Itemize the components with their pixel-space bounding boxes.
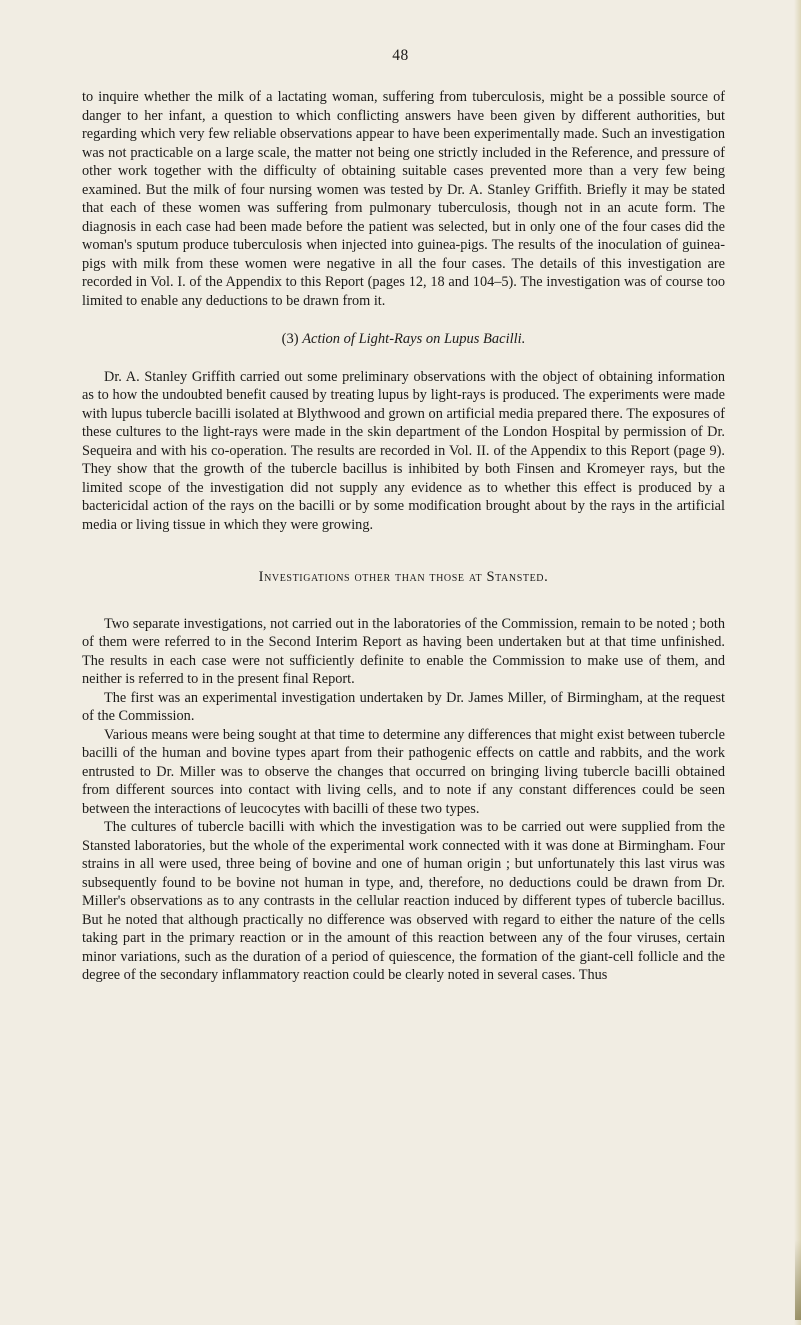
page-edge-stain <box>795 1240 801 1320</box>
subheading-light-rays <box>82 330 725 349</box>
section-heading-other-investigations: Investigations other than those at Stansted. <box>258 569 549 585</box>
paragraph-first-investigation: The first was an experimental investigation undertaken by Dr. James Miller, of Birmingham, at the request of the Commission. <box>82 689 725 724</box>
body-text <box>82 88 725 985</box>
spacer <box>82 349 725 368</box>
page-edge-shadow <box>794 0 801 1325</box>
page-number: 48 <box>392 47 409 64</box>
spacer <box>82 587 725 615</box>
spacer <box>82 534 725 568</box>
paragraph-various-means: Various means were being sought at that time to determine any differences that might exist between tubercle bacilli of the human and bovine types apart from their pathogenic effects on cattle and rabbits, and the work entrusted to Dr. Miller was to observe the changes that occurred on bringing living tubercle bacilli obtained from different sources into contact with living cells, and to note if any constant differences could be seen between the interactions of leucocytes with bacilli of these two types. <box>82 726 725 817</box>
paragraph-two-investigations: Two separate investigations, not carried out in the laboratories of the Commission, remain to be noted ; both of them were referred to in the Second Interim Report as having been undertaken but at that time unfinished. The results in each case were not sufficiently definite to enable the Commission to make use of them, and neither is referred to in the present final Report. <box>82 615 725 687</box>
subheading-number: (3) <box>281 331 299 347</box>
paragraph-milk-investigation: to inquire whether the milk of a lactating woman, suffering from tuberculosis, might be a possible source of danger to her infant, a question to which conflicting answers have been given by different authorities, but regarding which very few reliable observations appear to have been experimentally made. Such an investigation was not practicable on a large scale, the matter not being one strictly included in the Reference, and pressure of other work together with the difficulty of obtaining suitable cases prevented more than a very few being examined. But the milk of four nursing women was tested by Dr. A. Stanley Griffith. Briefly it may be stated that each of these women was suffering from pulmonary tuberculosis, though not in an acute form. The diagnosis in each case had been made before the patient was selected, but in only one of the four cases did the woman's sputum produce tuberculosis when injected into guinea-pigs. The results of the inoculation of guinea-pigs with milk from these women were negative in all the four cases. The details of this investigation are recorded in Vol. I. of the Appendix to this Report (pages 12, 18 and 104–5). The investigation was of course too limited to enable any deductions to be drawn from it. <box>82 89 725 309</box>
paragraph-cultures: The cultures of tubercle bacilli with which the investigation was to be carried out were supplied from the Stansted laboratories, but the whole of the experimental work connected with it was done at Birmingham. Four strains in all were used, three being of bovine and one of human origin ; but unfortunately this last virus was subsequently found to be bovine not human in type, and, therefore, no deductions could be drawn from Dr. Miller's observations as to any contrasts in the cellular reaction induced by different types of tubercle bacillus. But he noted that although practically no difference was observed with regard to either the nature of the cells taking part in the primary reaction or in the amount of this reaction between any of the four viruses, certain minor variations, such as the duration of a period of quiescence, the formation of the giant-cell follicle and the degree of the secondary inflammatory reaction could be clearly noted in several cases. Thus <box>82 819 725 983</box>
paragraph-lupus-bacilli: Dr. A. Stanley Griffith carried out some preliminary observations with the object of obtaining information as to how the undoubted benefit caused by treating lupus by light-rays is produced. The experiments were made with lupus tubercle bacilli isolated at Blythwood and grown on artificial media prepared there. The exposures of these cultures to the light-rays were made in the skin department of the London Hospital by permission of Dr. Sequeira and with his co-operation. The results are recorded in Vol. II. of the Appendix to this Report (page 9). They show that the growth of the tubercle bacillus is inhibited by both Finsen and Kromeyer rays, but the limited scope of the investigation did not supply any evidence as to whether this effect is produced by a bactericidal action of the rays on the bacilli or by some modification brought about by the rays in the artificial media or living tissue in which they were growing. <box>82 368 725 533</box>
spacer <box>82 310 725 330</box>
subheading-title: Action of Light-Rays on Lupus Bacilli. <box>302 331 526 347</box>
